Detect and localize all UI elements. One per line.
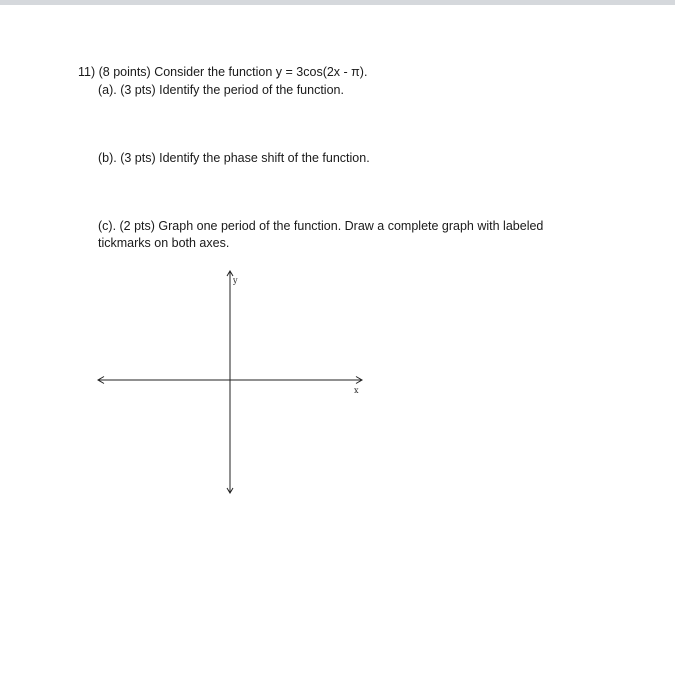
x-axis-label: x	[354, 386, 359, 395]
part-c-prompt-line1: (c). (2 pts) Graph one period of the function. Draw a complete graph with labeled	[98, 219, 544, 233]
part-c-prompt-line2: tickmarks on both axes.	[98, 236, 230, 250]
y-axis-label: y	[233, 276, 238, 285]
question-header: 11) (8 points) Consider the function y = 3cos(2x - π).	[78, 65, 368, 79]
part-a-prompt: (a). (3 pts) Identify the period of the function.	[98, 83, 344, 97]
part-b-prompt: (b). (3 pts) Identify the phase shift of the function.	[98, 151, 370, 165]
